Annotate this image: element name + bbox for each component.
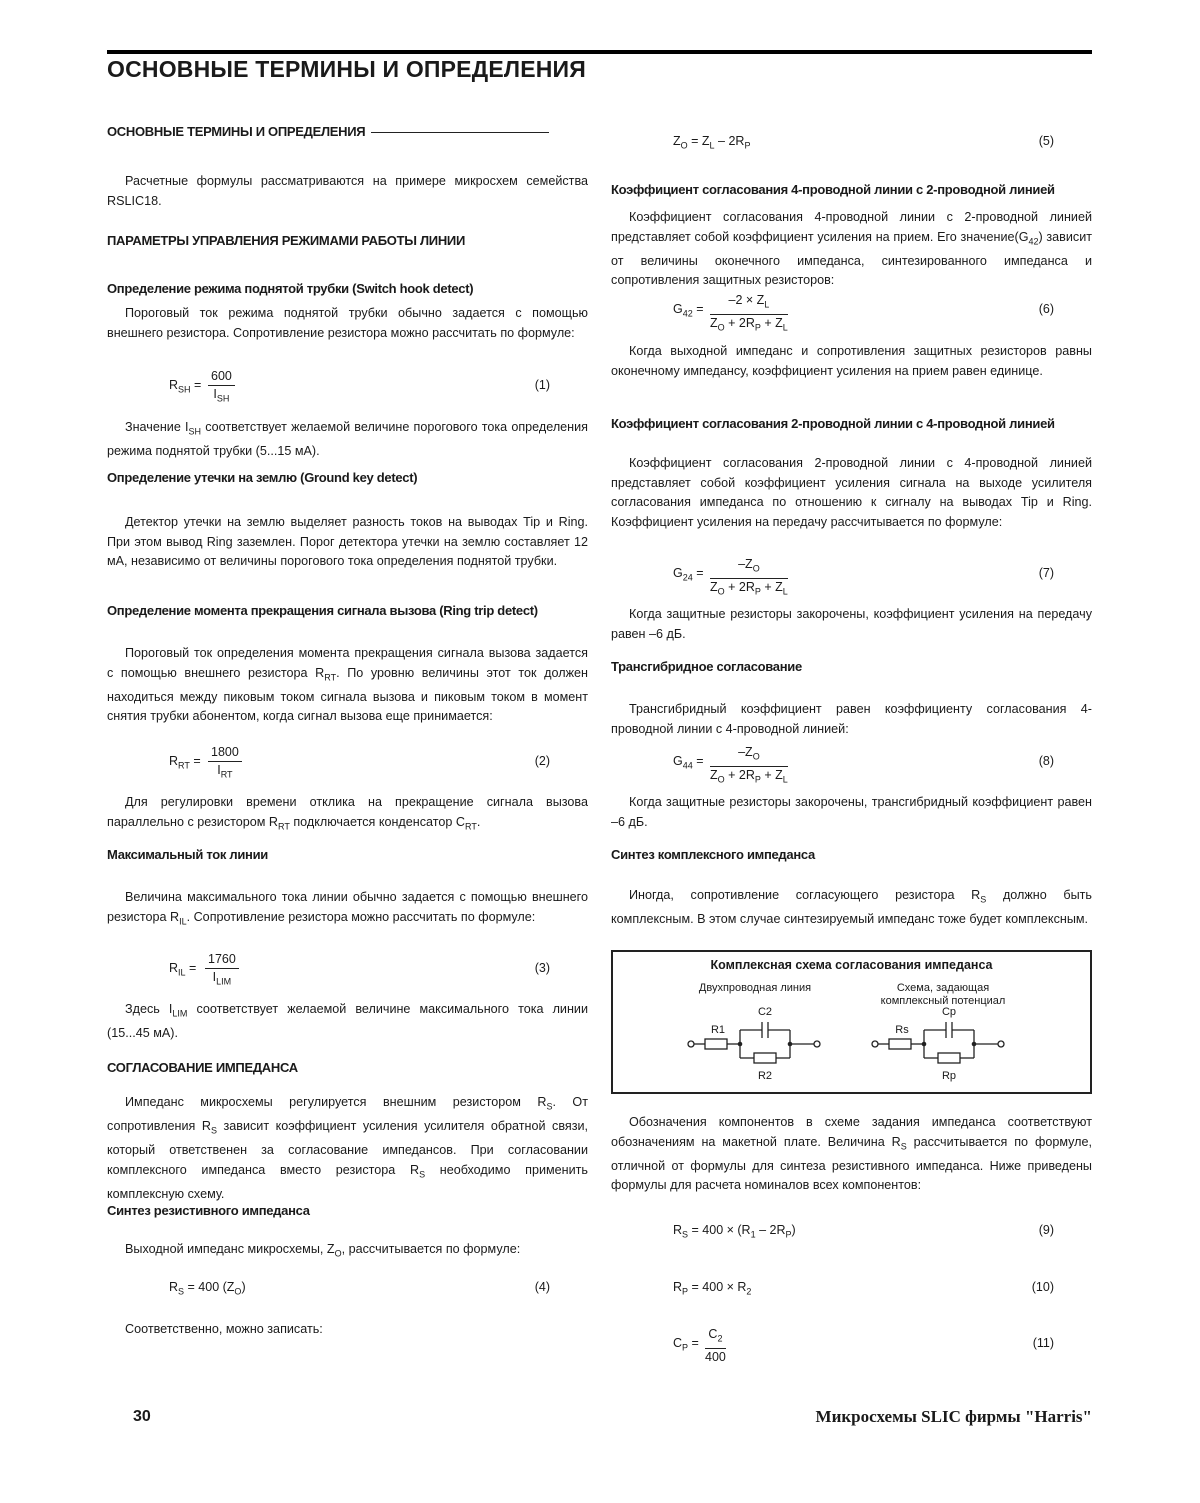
heading-ground-key: Определение утечки на землю (Ground key detect) [107,470,418,485]
paragraph-impedance: Импеданс микросхемы регулируется внешним резистором $R_S$. От сопротивления $R_S$ зависит коэффициент усиления усилителя обратной связи, который ответственен за согласование импедансов. При согласовании комплексного импеданса вместо резистора $R_S$ необходимо применить комплексную схему. [107,1095,589,1201]
paragraph-resistive-synthesis: Выходной импеданс микросхемы, $Z_O$, рассчитывается по формуле: [125,1242,521,1259]
label-cp: Cp [941,1006,957,1018]
paragraph-ring-trip: Пороговый ток определения момента прекращения сигнала вызова задается с помощью внешнего резистора $R_{RT}$. По уровню величины этот ток должен находиться между пиковым током сигнала вызова и пиковым током в момент снятия трубки абонентом, когда сигнал вызова еще принимается: [107,646,588,724]
label-c2: C2 [757,1006,773,1018]
equation-9: $R_S = 400 \times (R_1 - 2R_P)$ (9) [673,1223,1054,1240]
paragraph-ground-key: Детектор утечки на землю выделяет разность токов на выводах Tip и Ring. При этом вывод Ring заземлен. Порог детектора утечки на землю составляет 12 мА, независимо от величины порогового тока определения поднятой трубки. [107,515,588,568]
intro-paragraph: Расчетные формулы рассматриваются на примере микросхем семейства RSLIC18. [107,174,588,208]
footer-title: Микросхемы SLIC фирмы "Harris" [815,1407,1092,1426]
equation-4: $R_S = 400$ $(Z_O)$ (4) [169,1280,550,1297]
equation-3: $R_{IL}$ = 1760 $I_{LIM}$ (3) [169,952,550,987]
page-number: 30 [133,1408,151,1425]
figure-schematic [613,952,1090,1092]
paragraph-switch-hook: Пороговый ток режима поднятой трубки обычно задается с помощью внешнего резистора. Сопротивление резистора можно рассчитать по формуле: [107,306,588,340]
paragraph-g42-2: Когда выходной импеданс и сопротивления защитных резисторов равны оконечному импедансу, коэффициент усиления на прием равен единице. [611,344,1092,378]
equation-8: $G_{44}$ = $\frac{-Z_O}{Z_O + 2R_P + Z_L}$ (8) [673,745,1054,784]
paragraph-g24: Коэффициент согласования 2-проводной линии с 4-проводной линией представляет собой коэффициент усиления сигнала на выходе усилителя согласования импеданса по отношению к сигналу на выводах Tip и Ring. Коэффициент усиления на передачу рассчитывается по формуле: [611,456,1092,529]
page-title: ОСНОВНЫЕ ТЕРМИНЫ И ОПРЕДЕЛЕНИЯ [107,56,587,82]
heading-complex-synthesis: Синтез комплексного импеданса [611,847,815,862]
label-rs: Rs [895,1024,909,1036]
heading-switch-hook: Определение режима поднятой трубки (Switch hook detect) [107,281,474,296]
paragraph-g42: Коэффициент согласования 4-проводной линии с 2-проводной линией представляет собой коэффициент усиления на прием. Его $значение(G_{42})$ зависит от величины оконечного импеданса, синтезированного импеданса и сопротивления защитных резисторов: [611,210,1092,288]
paragraph-transhybrid: Трансгибридный коэффициент равен коэффициенту согласования 4-проводной линии с 4-проводной линией: [611,702,1092,736]
paragraph-max-current: Величина максимального тока линии обычно задается с помощью внешнего резистора $R_{IL}$. Сопротивление резистора можно рассчитать по формуле: [107,890,588,927]
paragraph-transhybrid-2: Когда защитные резисторы закорочены, трансгибридный коэффициент равен –6 дБ. [611,795,1092,829]
heading-g24: Коэффициент согласования 2-проводной линии с 4-проводной линией [611,416,1055,431]
paragraph-ring-trip-2: Для регулировки времени отклика на прекращение сигнала вызова параллельно с резистором $R_{RT}$ подключается конденсатор $C_{RT}$. [107,795,588,832]
paragraph-complex-synthesis: Иногда, сопротивление согласующего резистора $R_S$ должно быть комплексным. В этом случае синтезируемый импеданс тоже будет комплексным. [611,888,1092,927]
label-r2: R2 [757,1070,773,1082]
figure-complex-impedance [611,950,1092,1094]
paragraph-max-current-2: Здесь $I_{LIM}$ соответствует желаемой величине максимального тока линии (15...45 мА). [107,1002,588,1041]
equation-2: $R_{RT}$ = 1800 $I_{RT}$ (2) [169,745,550,780]
label-rp: Rp [941,1070,957,1082]
paragraph-switch-hook-2: Значение $I_{SH}$ соответствует желаемой величине порогового тока определения режима поднятой трубки (5...15 мА). [107,420,588,459]
heading-impedance: СОГЛАСОВАНИЕ ИМПЕДАНСА [107,1060,298,1075]
figure-label-two-wire: Двухпроводная линия [698,982,812,994]
figure-title: Комплексная схема согласования импеданса [710,958,993,972]
label-r1: R1 [710,1024,726,1036]
heading-max-current: Максимальный ток линии [107,847,268,862]
equation-11: $C_P$ = $\frac{C_2}{400}$ (11) [673,1327,1054,1364]
heading-line-modes: ПАРАМЕТРЫ УПРАВЛЕНИЯ РЕЖИМАМИ РАБОТЫ ЛИНИИ [107,233,466,248]
equation-6: $G_{42}$ = $\frac{-2 \times Z_L}{Z_O + 2R_P + Z_L}$ (6) [673,293,1054,332]
equation-10: $R_P = 400 \times R_2$ (10) [673,1280,1054,1297]
paragraph-g24-2: Когда защитные резисторы закорочены, коэффициент усиления на передачу равен –6 дБ. [611,607,1092,641]
heading-transhybrid: Трансгибридное согласование [611,659,802,674]
equation-7: $G_{24}$ = $\frac{-Z_O}{Z_O + 2R_P + Z_L}$ (7) [673,557,1054,596]
top-rule [107,50,1092,54]
section-title: ОСНОВНЫЕ ТЕРМИНЫ И ОПРЕДЕЛЕНИЯ [107,124,549,139]
heading-resistive-synthesis: Синтез резистивного импеданса [107,1203,310,1218]
equation-1: $R_{SH}$ = 600 $I_{SH}$ (1) [169,369,550,404]
paragraph-thus: Соответственно, можно записать: [125,1322,323,1336]
equation-5: $Z_O = Z_L - 2R_P$ (5) [673,134,1054,151]
paragraph-after-figure: Обозначения компонентов в схеме задания импеданса соответствуют обозначениям на макетной плате. Величина $R_S$ рассчитывается по формуле, отличной от формулы для синтеза резистивного импеданса. Ниже приведены формулы для расчета номиналов всех компонентов: [611,1115,1092,1193]
heading-ring-trip: Определение момента прекращения сигнала вызова (Ring trip detect) [107,603,538,618]
figure-label-complex: Схема, задающая комплексный потенциал [880,982,1006,1007]
heading-g42: Коэффициент согласования 4-проводной линии с 2-проводной линией [611,182,1055,197]
